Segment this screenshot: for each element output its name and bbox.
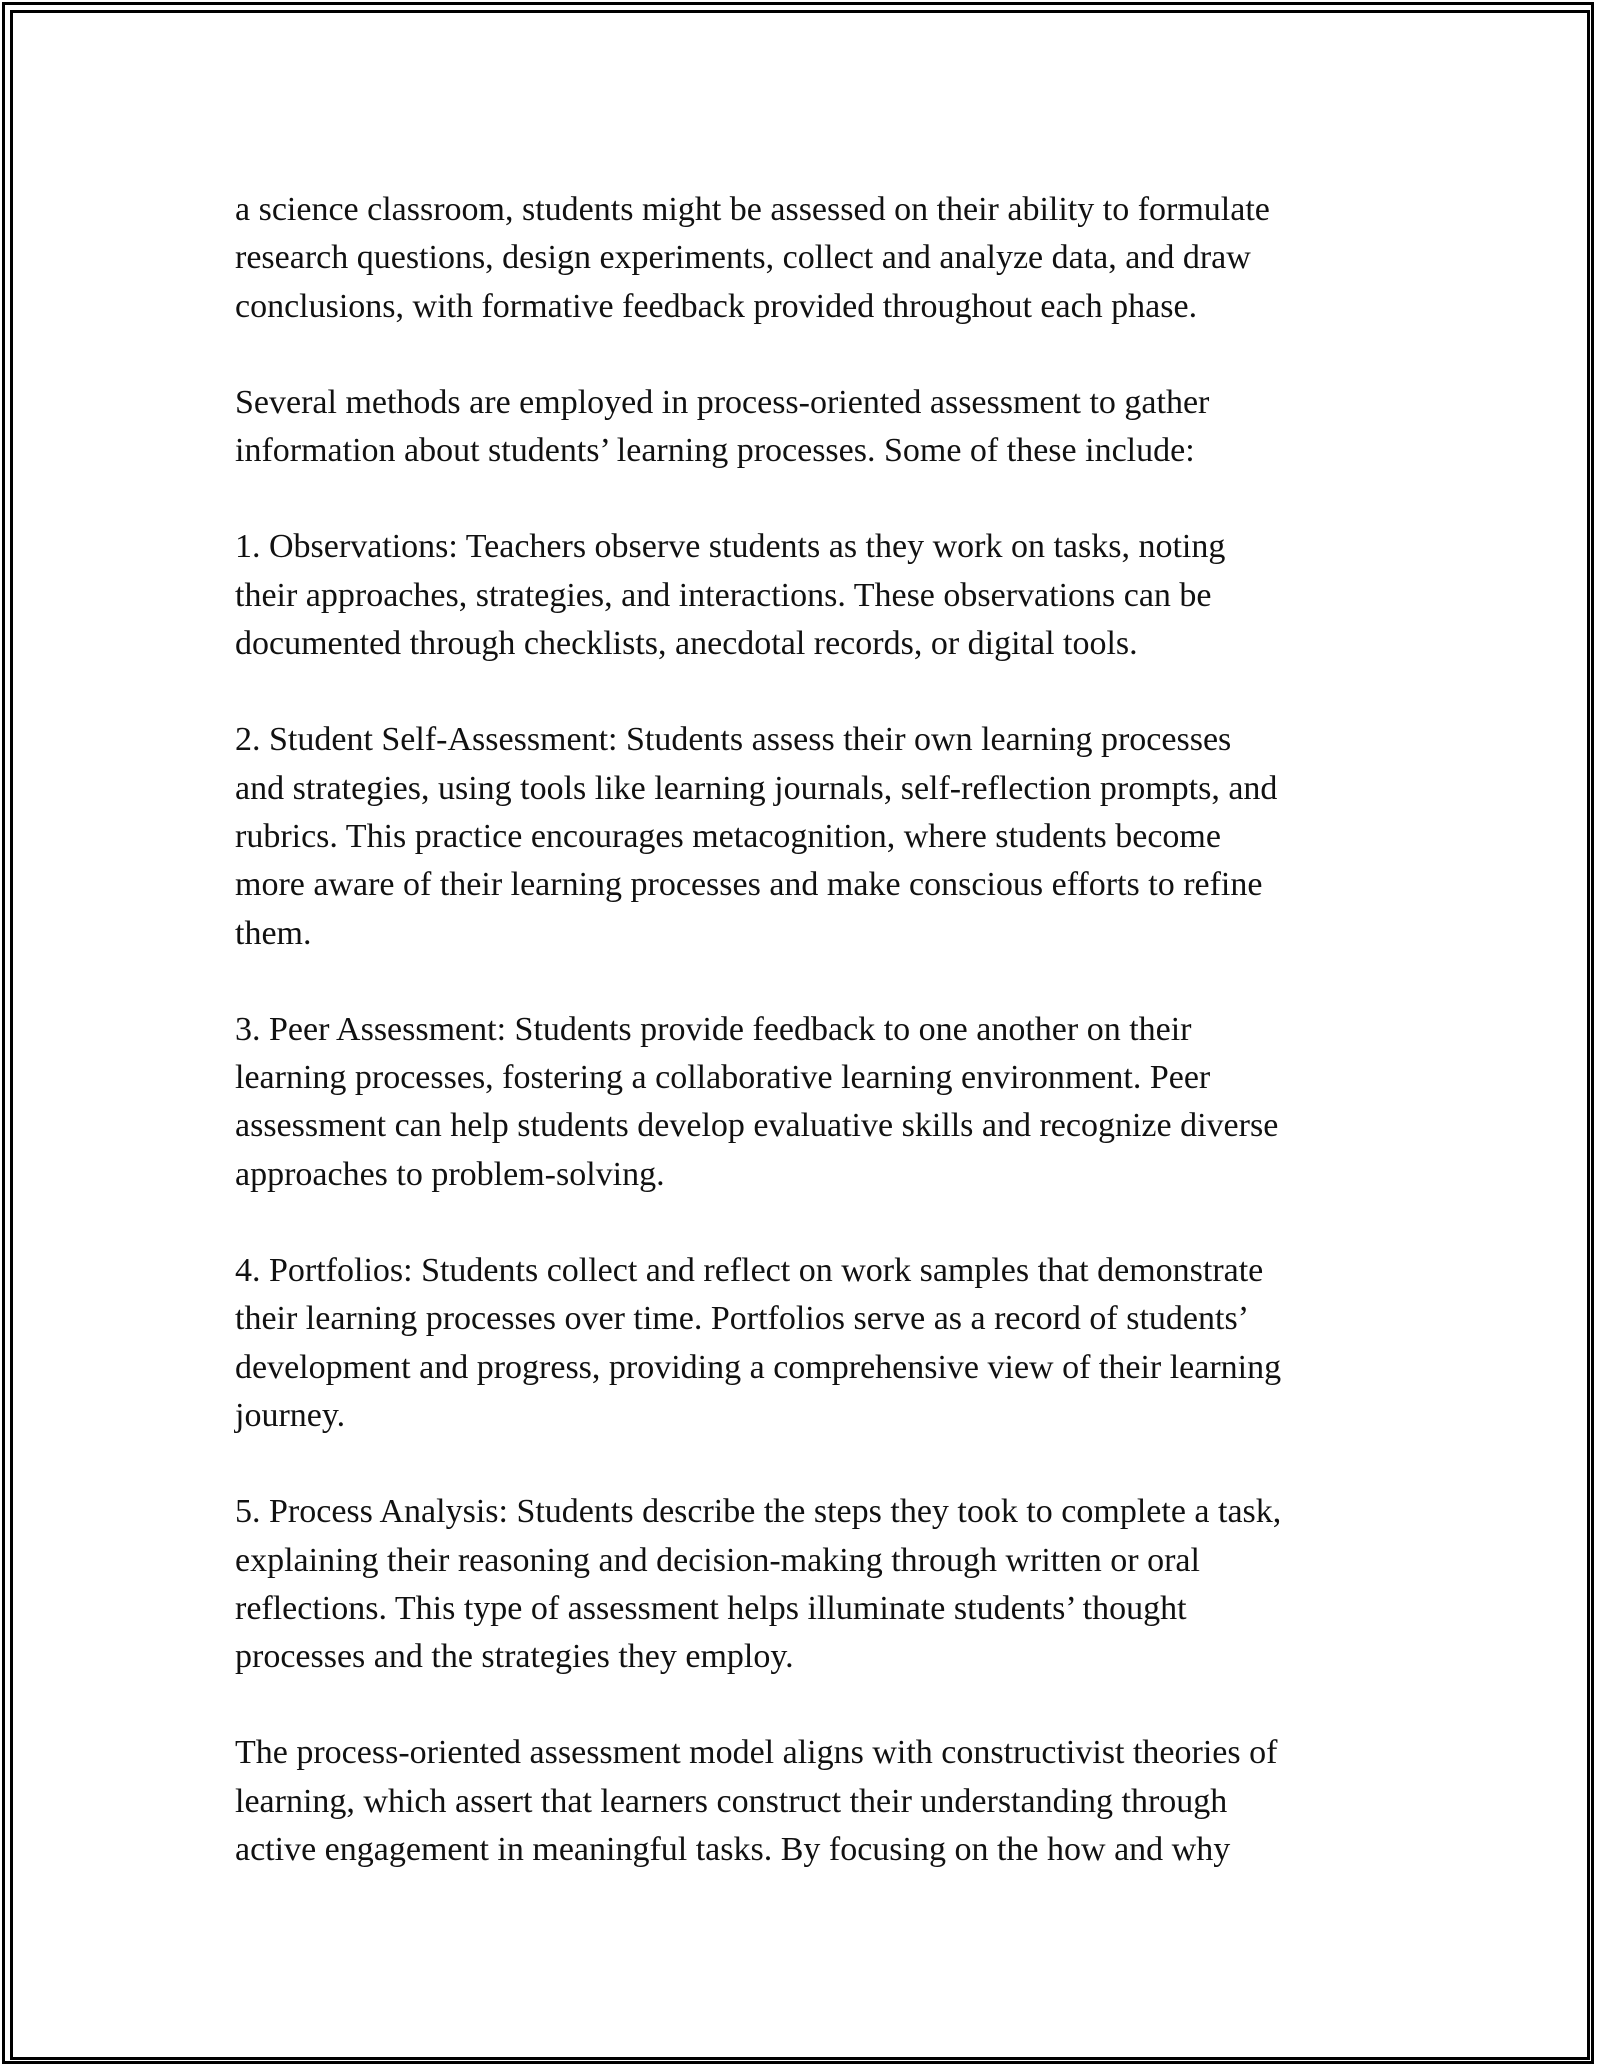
paragraph-conclusion: The process-oriented assessment model aligns with constructivist theories of learning, which assert that learners construct their understanding through active engagement in meaningful tasks. By focusing on the how and why bbox=[235, 1734, 1278, 1869]
list-item-peer-assessment: 3. Peer Assessment: Students provide feedback to one another on their learning processes, fostering a collaborative learning environment. Peer assessment can help students develop evaluative skills and recognize diverse approaches to problem-solving. bbox=[235, 1010, 1279, 1193]
list-item-self-assessment: 2. Student Self-Assessment: Students assess their own learning processes and strategies, using tools like learning journals, self-reflection prompts, and rubrics. This practice encourages metacognition, where students become more aware of their learning processes and make conscious efforts to refine them. bbox=[235, 721, 1278, 952]
list-item-observations: 1. Observations: Teachers observe students as they work on tasks, noting their approaches, strategies, and interactions. These observations can be documented through checklists, anecdotal records, or digital tools. bbox=[235, 528, 1226, 663]
page-body bbox=[235, 186, 1385, 1922]
list-item-portfolios: 4. Portfolios: Students collect and reflect on work samples that demonstrate their learning processes over time. Portfolios serve as a record of students’ development and progress, providing a comprehensive view of their learning journey. bbox=[235, 1252, 1282, 1434]
paragraph-intro-continuation: a science classroom, students might be assessed on their ability to formulate research questions, design experiments, collect and analyze data, and draw conclusions, with formative feedback provided throughout each phase. bbox=[235, 191, 1270, 325]
list-item-process-analysis: 5. Process Analysis: Students describe the steps they took to complete a task, explaining their reasoning and decision-making through written or oral reflections. This type of assessment helps illuminate students’ thought processes and the strategies they employ. bbox=[235, 1493, 1282, 1676]
paragraph-methods-intro: Several methods are employed in process-oriented assessment to gather information about students’ learning processes. Some of these include: bbox=[235, 383, 1210, 470]
